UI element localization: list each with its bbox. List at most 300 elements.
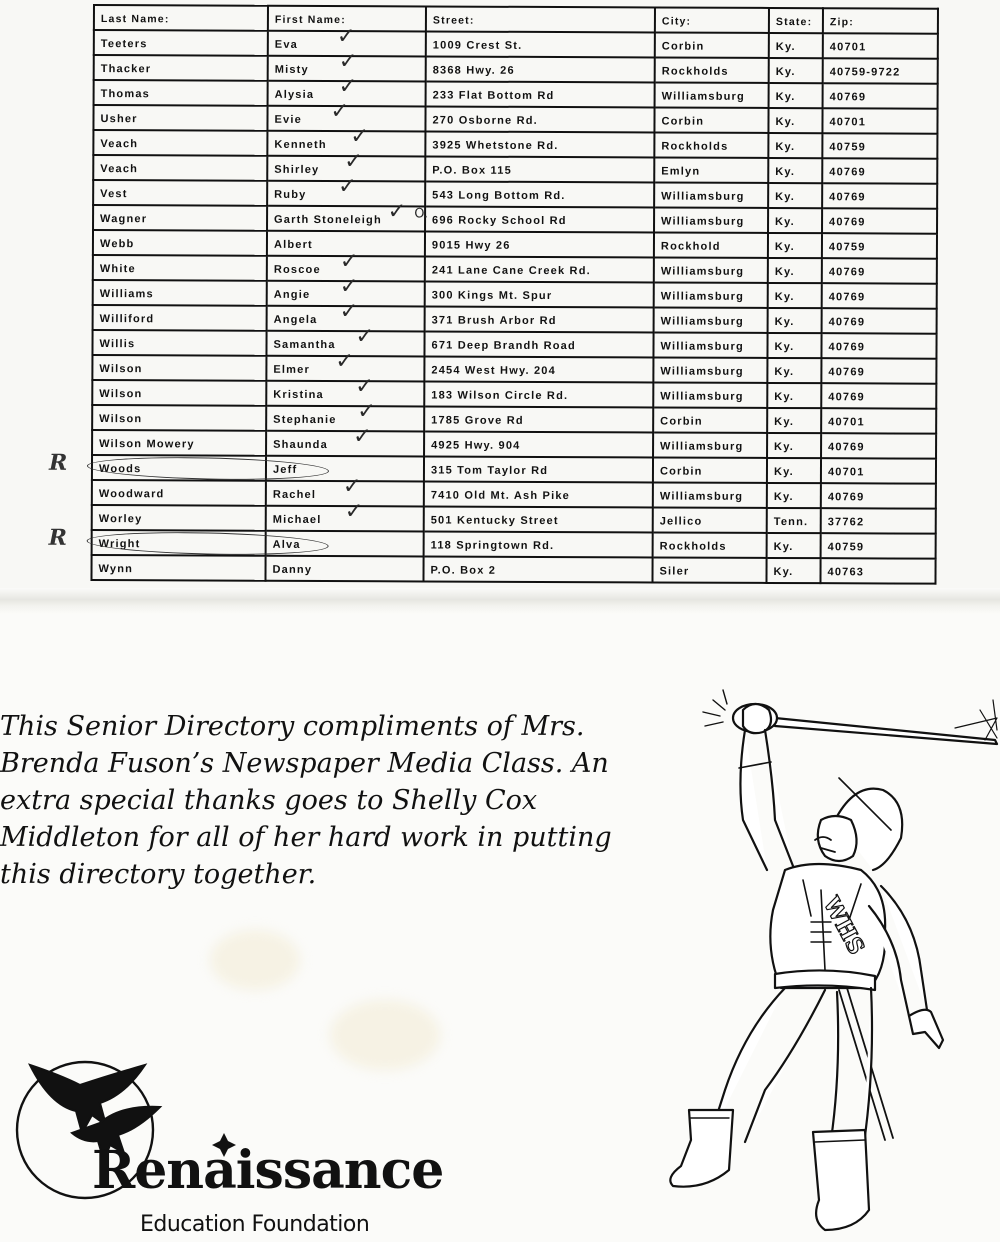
last-name-text: Wilson <box>99 387 143 400</box>
cell-state <box>768 258 822 283</box>
cell-city <box>653 407 767 432</box>
city-text: Corbin <box>661 114 705 128</box>
table-row <box>92 505 936 534</box>
cell-street <box>424 381 653 407</box>
city-text: Siler <box>659 564 690 578</box>
zip-text: 40769 <box>828 440 865 453</box>
cell-street <box>424 531 653 557</box>
zip-text: 40759-9722 <box>829 65 901 79</box>
table-row <box>92 480 936 509</box>
header-city: City: <box>655 7 769 32</box>
table-row <box>94 55 938 84</box>
margin-initials: R <box>48 524 69 551</box>
cell-zip <box>822 258 937 284</box>
last-name-text: Worley <box>98 512 143 525</box>
cell-state <box>768 108 822 133</box>
street-text: P.O. Box 2 <box>430 563 497 577</box>
last-name-text: Veach <box>100 137 139 150</box>
cell-state <box>767 508 821 533</box>
last-name-text: Webb <box>99 237 135 250</box>
header-first-name: First Name: <box>268 6 426 32</box>
last-name-text: Williford <box>99 312 155 325</box>
cell-first-name <box>265 556 423 582</box>
last-name-text: Woodward <box>98 487 165 500</box>
city-text: Jellico <box>659 514 703 528</box>
cell-city <box>654 232 768 257</box>
street-text: 543 Long Bottom Rd. <box>432 188 566 202</box>
cell-street <box>424 506 653 532</box>
state-text: Ky. <box>774 315 795 328</box>
cell-last-name <box>93 155 267 181</box>
cell-last-name <box>93 130 267 156</box>
last-name-text: Wilson <box>99 412 143 425</box>
cell-zip <box>821 383 936 409</box>
table-row <box>92 530 936 559</box>
cell-first-name <box>266 499 424 532</box>
state-text: Ky. <box>775 215 795 228</box>
last-name-text: Usher <box>100 112 138 125</box>
zip-text: 40759 <box>829 140 867 153</box>
cell-last-name <box>48 449 266 481</box>
cell-last-name <box>93 280 267 306</box>
street-text: 1009 Crest St. <box>432 38 523 52</box>
street-text: 183 Wilson Circle Rd. <box>431 388 569 402</box>
paper-stain <box>210 930 300 990</box>
city-text: Williamsburg <box>660 289 745 303</box>
senior-directory-table <box>48 4 939 585</box>
street-text: 233 Flat Bottom Rd <box>432 88 555 102</box>
cell-zip <box>821 408 936 434</box>
zip-text: 40769 <box>828 365 866 378</box>
cell-last-name <box>92 405 266 431</box>
cell-zip <box>822 158 937 184</box>
cell-zip <box>822 133 937 159</box>
city-text: Williamsburg <box>660 439 744 453</box>
cell-zip <box>821 508 936 534</box>
first-name-text: Angela <box>273 313 318 326</box>
handwritten-check-mark: ✓ <box>338 74 358 100</box>
last-name-text: Teeters <box>100 37 148 50</box>
cell-state <box>768 133 822 158</box>
first-name-text: Eva <box>274 38 299 51</box>
cell-last-name <box>48 524 266 556</box>
cell-street <box>424 406 653 432</box>
first-name-text: Misty <box>274 63 309 76</box>
city-text: Emlyn <box>661 164 701 178</box>
zip-text: 40769 <box>828 390 865 403</box>
thanks-paragraph <box>0 708 680 893</box>
table-row <box>93 280 937 309</box>
state-text: Tenn. <box>773 515 809 528</box>
city-text: Williamsburg <box>660 264 745 278</box>
last-name-text: Vest <box>100 187 128 200</box>
handwritten-check-mark: ✓ <box>342 474 362 500</box>
cell-street <box>425 181 654 207</box>
cell-street <box>426 56 655 82</box>
city-text: Williamsburg <box>660 389 744 403</box>
chest-emblem: WHS <box>817 892 870 960</box>
street-text: 3925 Whetstone Rd. <box>432 138 559 152</box>
state-text: Ky. <box>774 340 795 353</box>
cell-last-name <box>93 205 267 231</box>
city-text: Corbin <box>660 414 703 428</box>
cell-state <box>767 333 821 358</box>
cell-street <box>425 156 654 182</box>
first-name-text: Kristina <box>273 388 324 401</box>
cell-city <box>654 257 768 282</box>
cell-city <box>655 32 769 57</box>
handwritten-check-mark: ✓ <box>355 324 375 350</box>
cell-street <box>424 431 653 457</box>
street-text: 315 Tom Taylor Rd <box>430 463 549 477</box>
table-row <box>93 230 937 259</box>
cell-state <box>768 283 822 308</box>
first-name-text: Jeff <box>272 463 298 476</box>
cell-city <box>654 182 768 207</box>
state-text: Ky. <box>773 540 794 553</box>
state-text: Ky. <box>774 365 795 378</box>
cell-first-name <box>267 299 425 332</box>
cell-last-name <box>92 430 266 456</box>
header-last-name: Last Name: <box>94 5 268 31</box>
city-text: Williamsburg <box>660 314 745 328</box>
zip-text: 40769 <box>828 265 866 278</box>
last-name-text: Veach <box>100 162 139 175</box>
zip-text: 40769 <box>829 165 866 178</box>
city-text: Corbin <box>661 39 705 53</box>
cell-last-name <box>93 255 267 281</box>
last-name-text: Williams <box>99 287 154 300</box>
cell-last-name <box>92 480 266 506</box>
thanks-line: Brenda Fuson’s Newspaper Media Class. An <box>0 748 609 779</box>
cell-street <box>425 306 654 332</box>
cell-zip <box>822 233 937 259</box>
street-text: 8368 Hwy. 26 <box>432 63 515 77</box>
cell-street <box>425 206 654 232</box>
handwritten-check-mark: ✓ <box>350 124 369 150</box>
state-text: Ky. <box>774 265 795 278</box>
cell-zip <box>822 283 937 309</box>
first-name-text: Garth Stoneleigh <box>274 213 382 226</box>
state-text: Ky. <box>774 290 795 303</box>
cell-zip <box>821 433 936 459</box>
first-name-text: Stephanie <box>273 413 337 426</box>
city-text: Rockholds <box>661 64 729 78</box>
table-row <box>91 555 935 584</box>
cell-city <box>653 532 767 557</box>
city-text: Williamsburg <box>661 89 746 103</box>
cell-state <box>768 208 822 233</box>
zip-text: 40769 <box>829 190 866 203</box>
cell-street <box>425 256 654 282</box>
cell-street <box>424 456 653 482</box>
table-row <box>92 405 936 434</box>
cell-city <box>653 382 767 407</box>
state-text: Ky. <box>773 465 794 478</box>
cell-street <box>423 556 652 582</box>
cell-first-name <box>266 349 424 382</box>
cell-last-name <box>94 30 268 56</box>
thanks-line: this directory together. <box>0 859 317 890</box>
street-text: 696 Rocky School Rd <box>432 213 567 227</box>
cell-state <box>766 558 820 583</box>
zip-text: 40769 <box>828 290 866 303</box>
cell-zip <box>822 183 937 209</box>
cell-last-name <box>94 55 268 81</box>
first-name-text: Kenneth <box>274 138 327 151</box>
first-name-text: Alysia <box>274 88 315 101</box>
table-row <box>93 155 937 184</box>
first-name-text: Rachel <box>272 488 317 501</box>
cell-street <box>425 281 654 307</box>
cell-last-name <box>93 305 267 331</box>
cell-city <box>652 557 766 582</box>
cell-state <box>767 533 821 558</box>
first-name-text: Danny <box>272 563 313 576</box>
cell-city <box>654 132 768 157</box>
zip-text: 40763 <box>827 565 865 578</box>
zip-text: 40769 <box>828 340 866 353</box>
last-name-text: Wilson <box>99 362 143 375</box>
handwritten-check-mark: ✓ <box>339 299 359 325</box>
cell-state <box>768 308 822 333</box>
cell-state <box>767 358 821 383</box>
city-text: Williamsburg <box>660 339 744 353</box>
first-name-text: Angie <box>273 288 311 301</box>
zip-text: 40769 <box>828 315 866 328</box>
cell-zip <box>821 533 936 559</box>
zip-text: 40769 <box>827 490 865 503</box>
table-row <box>92 355 936 384</box>
state-text: Ky. <box>774 415 795 428</box>
street-text: 241 Lane Cane Creek Rd. <box>431 263 591 277</box>
state-text: Ky. <box>775 40 796 53</box>
cell-state <box>767 483 821 508</box>
cell-street <box>424 481 653 507</box>
cell-last-name <box>93 105 267 131</box>
street-text: 4925 Hwy. 904 <box>431 438 521 452</box>
state-text: Ky. <box>775 190 796 203</box>
zip-text: 37762 <box>827 515 865 528</box>
state-text: Ky. <box>774 390 795 403</box>
paper-fold <box>0 588 1000 614</box>
cell-zip <box>821 483 936 509</box>
cell-street <box>425 231 654 257</box>
cell-city <box>655 57 769 82</box>
handwritten-check-mark: ✓ <box>338 49 358 75</box>
cell-city <box>653 482 767 507</box>
cell-city <box>653 432 767 457</box>
first-name-text: Elmer <box>273 363 311 376</box>
table-header-row <box>94 5 938 34</box>
street-text: 270 Osborne Rd. <box>432 113 538 127</box>
header-zip: Zip: <box>823 8 938 34</box>
first-name-text: Ruby <box>274 188 307 201</box>
table-row <box>94 80 938 109</box>
handwritten-check-mark: ✓ <box>355 374 374 400</box>
cell-state <box>769 33 823 58</box>
cell-last-name <box>93 180 267 206</box>
handwritten-check-mark: ✓ <box>338 174 357 200</box>
first-name-text: Shaunda <box>273 438 328 451</box>
street-text: 371 Brush Arbor Rd <box>431 313 557 327</box>
street-text: 118 Springtown Rd. <box>430 538 555 552</box>
cell-first-name <box>266 531 424 557</box>
city-text: Williamsburg <box>660 364 744 378</box>
cell-street <box>424 356 653 382</box>
city-text: Corbin <box>659 464 703 478</box>
street-text: 671 Deep Brandh Road <box>431 338 576 352</box>
first-name-text: Michael <box>272 513 322 526</box>
cell-zip <box>821 458 936 484</box>
state-text: Ky. <box>775 165 796 178</box>
cell-first-name <box>267 99 425 132</box>
table-row <box>94 30 938 59</box>
cell-last-name <box>92 505 266 531</box>
table-row <box>92 380 936 409</box>
table-row <box>93 180 937 209</box>
header-street: Street: <box>426 6 655 32</box>
state-text: Ky. <box>775 90 796 103</box>
zip-text: 40759 <box>828 240 866 253</box>
cell-first-name <box>266 399 424 432</box>
city-text: Williamsburg <box>659 489 744 503</box>
state-text: Ky. <box>775 65 796 78</box>
last-name-text: Thomas <box>100 87 151 100</box>
state-text: Ky. <box>774 440 795 453</box>
cavalier-mascot-illustration <box>625 670 1000 1240</box>
cell-last-name <box>91 555 265 581</box>
cell-state <box>767 408 821 433</box>
street-text: 7410 Old Mt. Ash Pike <box>430 488 571 502</box>
cell-city <box>653 507 767 532</box>
cell-city <box>654 107 768 132</box>
zip-text: 40701 <box>829 115 867 128</box>
city-text: Rockholds <box>659 539 727 553</box>
zip-text: 40769 <box>829 90 867 103</box>
cell-zip <box>821 358 936 384</box>
cell-zip <box>823 33 938 59</box>
state-text: Ky. <box>774 240 795 253</box>
thanks-line: This Senior Directory compliments of Mrs. <box>0 711 585 742</box>
thanks-line: Middleton for all of her hard work in putting <box>0 822 612 853</box>
cell-street <box>425 131 654 157</box>
zip-text: 40701 <box>829 40 867 53</box>
handwritten-check-mark: ✓ <box>330 99 350 125</box>
table-row <box>93 305 937 334</box>
handwritten-check-mark: ✓ <box>335 349 354 375</box>
cell-zip <box>823 83 938 109</box>
state-text: Ky. <box>773 490 794 503</box>
street-text: P.O. Box 115 <box>432 163 512 177</box>
street-text: 2454 West Hwy. 204 <box>431 363 556 377</box>
handwritten-check-mark: ✓ <box>353 424 372 450</box>
cell-state <box>767 433 821 458</box>
last-name-text: Wright <box>98 537 141 550</box>
cell-city <box>653 332 767 357</box>
logo-wordmark: Renaissance <box>92 1140 444 1201</box>
table-row <box>92 455 936 484</box>
table-row <box>93 205 937 234</box>
street-text: 300 Kings Mt. Spur <box>431 288 553 302</box>
cell-last-name <box>94 80 268 106</box>
cell-state <box>767 458 821 483</box>
cell-last-name <box>92 380 266 406</box>
cell-street <box>425 106 654 132</box>
thanks-line: extra special thanks goes to Shelly Cox <box>0 785 538 816</box>
last-name-text: Willis <box>99 337 136 350</box>
cell-first-name <box>266 424 424 457</box>
handwritten-check-mark: ✓ <box>357 399 376 425</box>
cell-state <box>768 158 822 183</box>
cell-city <box>654 207 768 232</box>
last-name-text: Wynn <box>98 562 134 575</box>
header-state: State: <box>769 8 823 33</box>
last-name-text: Wagner <box>100 212 148 225</box>
first-name-text: Roscoe <box>273 263 321 276</box>
cell-zip <box>822 308 937 334</box>
handwritten-check-mark: ✓ <box>336 24 356 50</box>
zip-text: 40701 <box>828 415 865 428</box>
last-name-text: Woods <box>98 462 142 475</box>
logo-subtitle: Education Foundation <box>140 1212 370 1237</box>
city-text: Williamsburg <box>661 214 745 228</box>
cell-zip <box>822 208 937 234</box>
city-text: Williamsburg <box>661 189 745 203</box>
zip-text: 40701 <box>827 465 865 478</box>
cell-city <box>654 307 768 332</box>
zip-text: 40759 <box>827 540 865 553</box>
cell-state <box>767 383 821 408</box>
cell-zip <box>822 108 937 134</box>
cell-zip <box>820 558 935 584</box>
cell-state <box>768 233 822 258</box>
last-name-text: White <box>99 262 136 275</box>
cell-last-name <box>92 355 266 381</box>
last-name-text: Thacker <box>100 62 152 75</box>
cell-first-name <box>266 374 424 407</box>
handwritten-check-mark: ✓ <box>387 199 407 225</box>
state-text: Ky. <box>775 115 796 128</box>
cell-last-name <box>93 230 267 256</box>
first-name-text: Alva <box>272 538 301 551</box>
table-row <box>93 130 937 159</box>
cell-city <box>655 82 769 107</box>
handwritten-check-mark: ✓ <box>339 249 359 275</box>
handwritten-check-mark: ✓ <box>344 499 364 525</box>
state-text: Ky. <box>775 140 796 153</box>
street-text: 1785 Grove Rd <box>431 413 524 427</box>
cell-city <box>654 282 768 307</box>
cell-zip <box>821 333 936 359</box>
city-text: Rockholds <box>661 139 729 153</box>
handwritten-note: O. <box>414 206 429 222</box>
first-name-text: Evie <box>274 113 302 126</box>
city-text: Rockhold <box>660 239 721 253</box>
street-text: 501 Kentucky Street <box>430 513 559 527</box>
handwritten-check-mark: ✓ <box>344 149 363 175</box>
state-text: Ky. <box>773 565 794 578</box>
first-name-text: Albert <box>273 238 313 251</box>
cell-street <box>424 331 653 357</box>
cell-street <box>426 31 655 57</box>
table-row <box>92 330 936 359</box>
cell-city <box>653 457 767 482</box>
cell-state <box>768 183 822 208</box>
cell-city <box>653 357 767 382</box>
margin-initials: R <box>48 449 69 476</box>
cell-state <box>769 83 823 108</box>
